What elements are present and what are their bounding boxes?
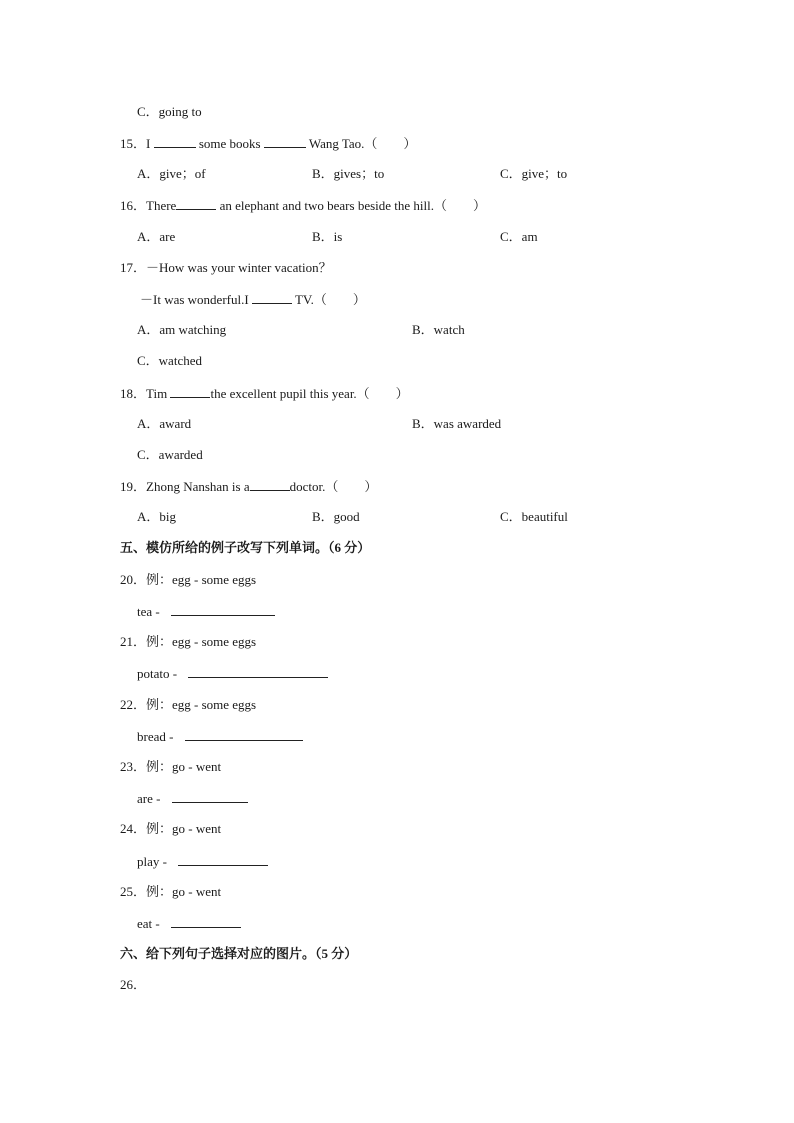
q21-word: potato - — [137, 666, 178, 681]
q18-stem-text: the excellent pupil this year.（ ） — [210, 386, 409, 401]
q25-example: 25．例：go - went — [120, 884, 222, 899]
q17-answer-line — [140, 291, 366, 308]
q20-example: 20．例：egg - some eggs — [120, 572, 257, 587]
q21-example: 21．例：egg - some eggs — [120, 634, 257, 649]
q16-stem — [120, 197, 486, 214]
q20-word: tea - — [137, 604, 160, 619]
q16-option-b[interactable]: B．is — [312, 229, 343, 244]
q15-blank-1[interactable] — [154, 135, 196, 148]
q19-option-b[interactable]: B．good — [312, 509, 360, 524]
q25-blank[interactable] — [171, 915, 241, 928]
q14-option-c[interactable]: C．going to — [137, 104, 202, 119]
q23-answer-line — [137, 790, 248, 807]
q17-question-line: 17．－How was your winter vacation？ — [120, 260, 332, 275]
q20-blank[interactable] — [171, 603, 275, 616]
q20-answer-line — [137, 603, 275, 620]
q19-stem — [120, 478, 377, 495]
q15-stem — [120, 135, 416, 152]
q18-stem — [120, 385, 409, 402]
q22-blank[interactable] — [185, 728, 303, 741]
q21-answer-line — [137, 665, 328, 682]
q16-number: 16．There — [120, 198, 177, 213]
q19-stem-text: doctor.（ ） — [289, 479, 378, 494]
q22-answer-line — [137, 728, 303, 745]
q16-option-a[interactable]: A．are — [137, 229, 176, 244]
q17-blank[interactable] — [252, 291, 292, 304]
q19-option-c[interactable]: C．beautiful — [500, 509, 568, 524]
q16-blank[interactable] — [176, 197, 216, 210]
q19-blank[interactable] — [250, 478, 290, 491]
q15-option-c[interactable]: C．give；to — [500, 166, 568, 181]
q15-option-a[interactable]: A．give；of — [137, 166, 206, 181]
q24-word: play - — [137, 854, 167, 869]
q19-number: 19．Zhong Nanshan is a — [120, 479, 250, 494]
q15-stem-text-b: Wang Tao.（ ） — [308, 136, 417, 151]
q17-answer-text-b: TV.（ ） — [294, 292, 366, 307]
q18-option-a[interactable]: A．award — [137, 416, 192, 431]
q15-stem-text-a: some books — [198, 136, 261, 151]
q23-example: 23．例：go - went — [120, 759, 222, 774]
q25-word: eat - — [137, 916, 160, 931]
q22-example: 22．例：egg - some eggs — [120, 697, 257, 712]
q22-word: bread - — [137, 729, 174, 744]
q18-number: 18．Tim — [120, 386, 168, 401]
q15-option-b[interactable]: B．gives；to — [312, 166, 385, 181]
q23-blank[interactable] — [172, 790, 248, 803]
q17-option-c[interactable]: C．watched — [137, 353, 202, 368]
q24-answer-line — [137, 853, 268, 870]
q24-example: 24．例：go - went — [120, 821, 222, 836]
q19-option-a[interactable]: A．big — [137, 509, 177, 524]
q24-blank[interactable] — [178, 853, 268, 866]
q21-blank[interactable] — [188, 665, 328, 678]
q25-answer-line — [137, 915, 241, 932]
q15-number: 15．I — [120, 136, 151, 151]
q18-option-c[interactable]: C．awarded — [137, 447, 203, 462]
section-5-title: 五、模仿所给的例子改写下列单词。（6 分） — [120, 540, 371, 555]
q23-word: are - — [137, 791, 161, 806]
section-6-title: 六、给下列句子选择对应的图片。（5 分） — [120, 946, 358, 961]
q26-number: 26． — [120, 977, 147, 992]
q17-option-a[interactable]: A．am watching — [137, 322, 227, 337]
q16-stem-text: an elephant and two bears beside the hill.（ ） — [219, 198, 486, 213]
q18-blank[interactable] — [170, 385, 210, 398]
q15-blank-2[interactable] — [264, 135, 306, 148]
q17-answer-text-a: －It was wonderful.I — [140, 292, 249, 307]
q17-option-b[interactable]: B．watch — [412, 322, 465, 337]
q18-option-b[interactable]: B．was awarded — [412, 416, 502, 431]
q16-option-c[interactable]: C．am — [500, 229, 538, 244]
